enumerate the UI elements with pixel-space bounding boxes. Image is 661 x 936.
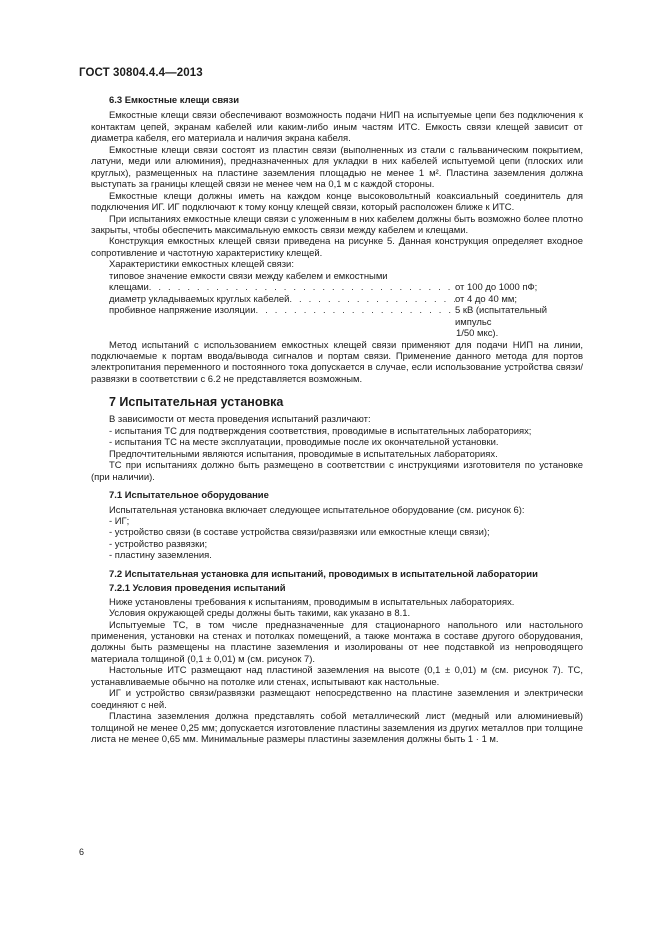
characteristic-line: типовое значение емкости связи между кабелем и емкостными: [109, 270, 388, 282]
section-7-2-heading: 7.2 Испытательная установка для испытаний, проводимых в испытательной лаборатории: [109, 568, 538, 580]
paragraph: Емкостные клещи связи состоят из пластин связи (выполненных из стали с гальваническим покрытием, латуни, меди или алюминия), предназначенных для укладки в них кабелей испытуемой цепи (плоских или круглых), размещенных на пластине заземления площадью не менее 1 м². Пластина заземления должна выступать за границы клещей связи не менее чем на 0,1 м с каждой стороны.: [91, 144, 583, 191]
section-6-3-heading: 6.3 Емкостные клещи связи: [109, 95, 240, 106]
paragraph: Емкостные клещи связи обеспечивают возможность подачи НИП на испытуемые цепи без подключения к контактам цепей, экранам кабелей или каким-либо иным частям ИТС. Емкость связи клещей зависит от диаметра кабеля, его материала и наличия экрана кабеля.: [91, 110, 583, 145]
paragraph: В зависимости от места проведения испытаний различают:: [109, 414, 371, 426]
characteristic-label: диаметр укладываемых круглых кабелей: [109, 293, 290, 305]
paragraph: Испытательная установка включает следующее испытательное оборудование (см. рисунок 6):: [109, 504, 525, 516]
paragraph: Испытуемые ТС, в том числе предназначенные для стационарного напольного или настольного применения, установки на стенах и потолках помещений, а также монтажа в составе другого оборудования, должны быть размещены на пластине заземления и изолированы от нее подставкой из непроводящего материала толщиной (0,1 ± 0,01) м (см. рисунок 7).: [91, 619, 583, 665]
list-item: - испытания ТС для подтверждения соответствия, проводимые в испытательных лабораториях;: [109, 425, 532, 437]
characteristic-row: [91, 294, 583, 305]
paragraph: При испытаниях емкостные клещи связи с уложенным в них кабелем должны быть возможно более плотно закрыты, чтобы обеспечить максимальную емкость связи между кабелем и клещами.: [91, 213, 583, 236]
paragraph: Условия окружающей среды должны быть такими, как указано в 8.1.: [109, 608, 411, 620]
paragraph: Настольные ИТС размещают над пластиной заземления на высоте (0,1 ± 0,01) м (см. рисунок 7). ТС, устанавливаемые обычно на потолке или стенах, испытывают как настольные.: [91, 665, 583, 688]
list-item: - испытания ТС на месте эксплуатации, проводимые после их окончательной установки.: [109, 437, 499, 449]
paragraph: Емкостные клещи должны иметь на каждом конце высоковольтный коаксиальный соединитель для подключения ИГ. ИГ подключают к тому концу клещей связи, который расположен ближе к ИТС.: [91, 190, 583, 214]
list-item: - ИГ;: [109, 515, 130, 527]
characteristic-label: клещами: [109, 282, 149, 294]
characteristic-row: [91, 282, 583, 293]
paragraph: ИГ и устройство связи/развязки размещают непосредственно на пластине заземления и электрически соединяют с ней.: [91, 688, 583, 711]
characteristic-value-continuation: 1/50 мкс).: [456, 328, 499, 340]
paragraph: Пластина заземления должна представлять собой металлический лист (медный или алюминиевый) толщиной не менее 0,25 мм; допускается изготовление пластины заземления из других металлов при толщине листа не менее 0,65 мм. Минимальные размеры пластины заземления должны быть 1 · 1 м.: [91, 711, 583, 746]
paragraph: Метод испытаний с использованием емкостных клещей связи применяют для подачи НИП на линии, подключаемые к портам ввода/вывода сигналов и портам связи. Применение данного метода для портов электропитания переменного и постоянного тока допускается в случае, если использование устройства связи/ развязки в соответствии с 6.2 не представляется возможным.: [91, 339, 583, 385]
paragraph: ТС при испытаниях должно быть размещено в соответствии с инструкциями изготовителя по установке (при наличии).: [91, 460, 583, 483]
leader-dots: [255, 305, 455, 328]
characteristic-value: 5 кВ (испытательный импульс: [455, 305, 548, 328]
document-header: ГОСТ 30804.4.4—2013: [79, 67, 203, 79]
section-7-2-1-heading: 7.2.1 Условия проведения испытаний: [109, 583, 286, 595]
characteristic-row: [91, 305, 583, 328]
characteristic-label: пробивное напряжение изоляции: [109, 305, 256, 317]
paragraph: Предпочтительными являются испытания, проводимые в испытательных лабораториях.: [109, 448, 498, 460]
characteristics-title: Характеристики емкостных клещей связи:: [109, 259, 294, 271]
paragraph: Ниже установлены требования к испытаниям, проводимым в испытательных лабораториях.: [109, 596, 515, 608]
list-item: - устройство развязки;: [109, 538, 208, 550]
characteristic-value: от 100 до 1000 пФ;: [455, 282, 538, 294]
paragraph: Конструкция емкостных клещей связи приведена на рисунке 5. Данная конструкция определяет входное сопротивление и частотную характеристику клещей.: [91, 236, 583, 259]
characteristic-value: от 4 до 40 мм;: [455, 293, 517, 305]
page-content: [91, 95, 583, 746]
section-7-heading: 7 Испытательная установка: [109, 395, 284, 410]
leader-dots: [149, 282, 455, 293]
section-7-1-heading: 7.1 Испытательное оборудование: [109, 490, 269, 502]
page-number: 6: [79, 847, 85, 857]
list-item: - пластину заземления.: [109, 550, 212, 562]
list-item: - устройство связи (в составе устройства связи/развязки или емкостные клещи связи);: [109, 527, 490, 539]
leader-dots: [289, 294, 455, 305]
